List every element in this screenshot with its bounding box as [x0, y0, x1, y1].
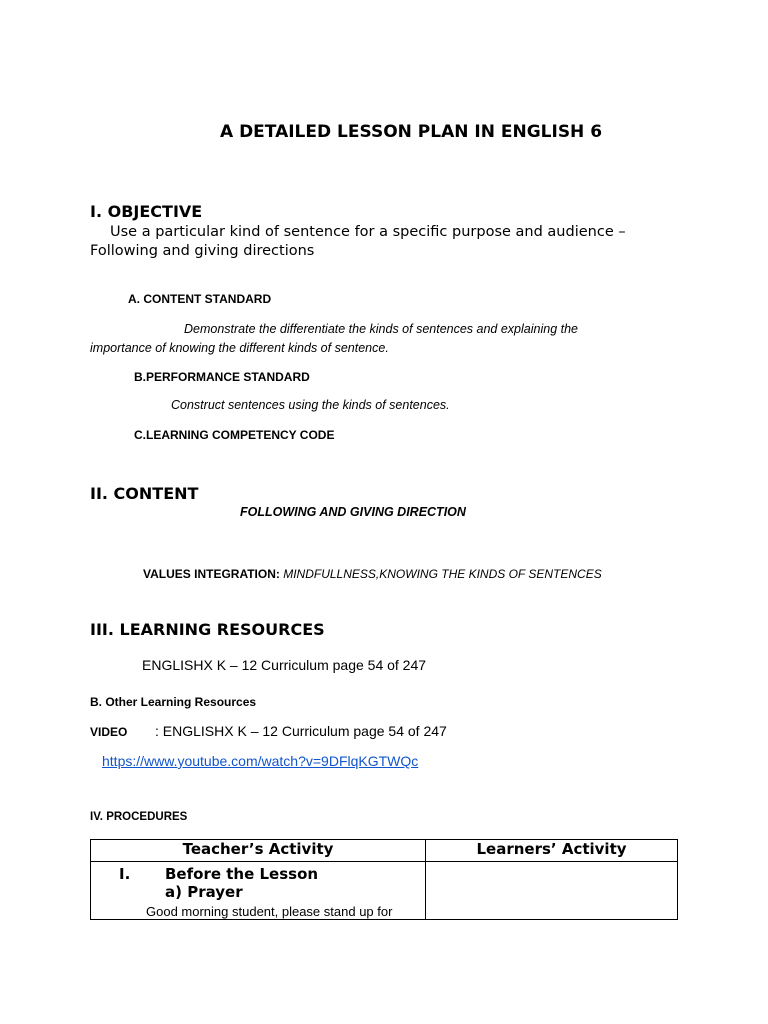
content-heading: II. CONTENT [90, 484, 199, 503]
document-title: A DETAILED LESSON PLAN IN ENGLISH 6 [220, 122, 603, 142]
performance-standard-text: Construct sentences using the kinds of sentences. [171, 398, 450, 412]
objective-line-1: Use a particular kind of sentence for a specific purpose and audience – [110, 224, 626, 240]
content-standard-line-2: importance of knowing the different kinds of sentence. [90, 341, 389, 355]
teacher-activity-cell [91, 862, 426, 920]
other-resources-label: B. Other Learning Resources [90, 695, 257, 709]
table-row [91, 862, 678, 920]
section-title: Before the Lesson [165, 865, 319, 883]
learner-activity-cell [426, 862, 678, 920]
section-number: I. [119, 865, 131, 883]
learners-activity-header: Learners’ Activity [426, 840, 678, 862]
table-header-row [91, 840, 678, 862]
objective-text [90, 223, 670, 261]
greeting-text: Good morning student, please stand up for [146, 904, 393, 919]
teachers-activity-header: Teacher’s Activity [91, 840, 426, 862]
video-reference: : ENGLISHX K – 12 Curriculum page 54 of 247 [155, 723, 447, 739]
content-standard-label: A. CONTENT STANDARD [128, 292, 272, 306]
procedures-table [90, 839, 678, 920]
objective-heading: I. OBJECTIVE [90, 202, 203, 221]
competency-code-label: C.LEARNING COMPETENCY CODE [134, 428, 335, 442]
prayer-subtitle: a) Prayer [165, 883, 243, 901]
objective-line-2: Following and giving directions [90, 243, 315, 259]
values-integration-label: VALUES INTEGRATION: [143, 567, 280, 581]
video-label: VIDEO [90, 725, 128, 739]
procedures-heading: IV. PROCEDURES [90, 811, 188, 823]
performance-standard-label: B.PERFORMANCE STANDARD [134, 370, 310, 384]
values-integration-text: MINDFULLNESS,KNOWING THE KINDS OF SENTENCES [279, 567, 602, 581]
video-link[interactable]: https://www.youtube.com/watch?v=9DFlqKGTWQc [102, 753, 419, 769]
learning-resources-heading: III. LEARNING RESOURCES [90, 620, 325, 639]
content-standard-line-1: Demonstrate the differentiate the kinds of sentences and explaining the [184, 322, 579, 336]
content-standard-text [90, 320, 690, 358]
values-integration [143, 563, 602, 582]
curriculum-reference: ENGLISHX K – 12 Curriculum page 54 of 247 [142, 657, 427, 673]
content-topic: FOLLOWING AND GIVING DIRECTION [240, 505, 466, 519]
